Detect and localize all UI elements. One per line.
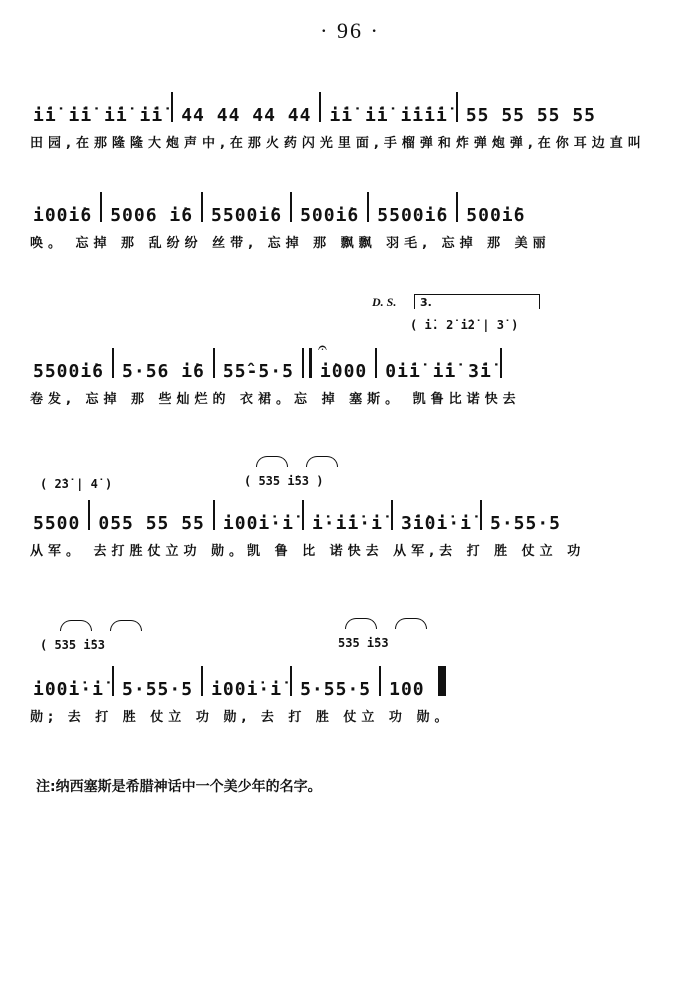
- barline: [456, 92, 458, 122]
- slur-mark: [256, 456, 288, 467]
- lyric-line: 从军。 去打胜仗立功 勋。凯 鲁 比 诺快去 从军,去 打 胜 仗立 功: [30, 544, 586, 559]
- slur-mark: [306, 456, 338, 467]
- staff-row: [30, 336, 670, 382]
- measure: 55 55 55 55: [465, 105, 597, 126]
- slur-mark: [110, 620, 142, 631]
- slur-mark: [345, 618, 377, 629]
- measure: 5006 i̇6: [110, 205, 194, 226]
- barline: [375, 348, 377, 378]
- alternate-notes: ( i̇. 2̇ i̇2̇ | 3̇ ): [410, 318, 519, 332]
- measure: i00i̇·i̇: [222, 513, 294, 534]
- barline: [112, 666, 114, 696]
- staff-row: [30, 488, 670, 534]
- ds-marking: D. S.: [372, 295, 397, 309]
- lyric-line: 勋; 去 打 胜 仗立 功 勋, 去 打 胜 仗立 功 勋。: [30, 710, 453, 725]
- barline: [500, 348, 502, 378]
- page-number: · 96 ·: [320, 18, 380, 43]
- music-system-4: [30, 488, 670, 559]
- music-system-1: [30, 80, 670, 151]
- measure: 55̂-5·5: [222, 361, 294, 382]
- alternate-notes: ( 535 i̇53: [40, 638, 106, 652]
- measure: 5·55·5: [490, 513, 562, 534]
- barline: [319, 92, 321, 122]
- barline: [100, 192, 102, 222]
- barline: [290, 666, 292, 696]
- measure: 3̇i̇0i̇·i̇: [400, 513, 472, 534]
- measure: 5500i̇6: [33, 361, 105, 382]
- final-barline: [438, 666, 446, 696]
- slur-mark: [60, 620, 92, 631]
- barline: [112, 348, 114, 378]
- barline: [367, 192, 369, 222]
- slur-mark: [395, 618, 427, 629]
- measure: 100: [389, 679, 425, 700]
- measure: 5·55·5: [300, 679, 372, 700]
- measure: 5·55·5: [122, 679, 194, 700]
- measure: 5·56 i̇6: [122, 361, 205, 382]
- measure: i̇·i̇i̇·i̇: [311, 513, 383, 534]
- measure: i00i̇·i̇: [33, 679, 105, 700]
- staff-row: [30, 654, 670, 700]
- measure: i̇i̇ i̇i̇ i̇i̇i̇i̇: [329, 105, 448, 126]
- measure: i00i̇6: [33, 205, 93, 226]
- measure: 44 44 44 44: [181, 105, 312, 126]
- barline: [391, 500, 393, 530]
- measure: 055 55 55: [98, 513, 205, 534]
- barline: [201, 666, 203, 696]
- music-system-2: [30, 180, 670, 251]
- barline: [456, 192, 458, 222]
- barline: [171, 92, 173, 122]
- staff-row: [30, 80, 670, 126]
- staff-row: [30, 180, 670, 226]
- music-system-3: [30, 336, 670, 407]
- repeat-barline: [302, 348, 312, 378]
- volta-bracket: [414, 294, 540, 309]
- measure: i̇i̇ i̇i̇ i̇i̇ i̇i̇: [33, 105, 164, 126]
- fermata-icon: 𝄐: [318, 338, 327, 357]
- barline: [213, 348, 215, 378]
- lyric-line: 唤。 忘掉 那 乱纷纷 丝带, 忘掉 那 飘飘 羽毛, 忘掉 那 美丽: [30, 236, 551, 251]
- music-system-5: [30, 654, 670, 725]
- volta-label: 3.: [420, 296, 432, 309]
- barline: [213, 500, 215, 530]
- barline: [201, 192, 203, 222]
- barline: [302, 500, 304, 530]
- alternate-notes: 535 i̇53: [338, 636, 389, 650]
- measure: i00i̇·i̇: [211, 679, 283, 700]
- footnote: 注:纳西塞斯是希腊神话中一个美少年的名字。: [36, 779, 322, 795]
- measure: 0i̇i̇ i̇i̇ 3̇i̇: [385, 361, 492, 382]
- lyric-line: 卷发, 忘掉 那 些灿烂的 衣裙。忘 掉 塞斯。 凯鲁比诺快去: [30, 392, 521, 407]
- measure: 5500: [33, 513, 81, 534]
- alternate-notes: ( 535 i̇53 ): [244, 474, 324, 488]
- barline: [480, 500, 482, 530]
- measure: i̇000: [319, 361, 368, 382]
- barline: [290, 192, 292, 222]
- barline: [379, 666, 381, 696]
- measure: 5500i̇6: [377, 205, 449, 226]
- barline: [88, 500, 90, 530]
- measure: 5500i̇6: [211, 205, 283, 226]
- measure: 500i̇6: [466, 205, 526, 226]
- measure: 500i̇6: [300, 205, 360, 226]
- alternate-notes: ( 2̇3̇ | 4̇ ): [40, 477, 113, 491]
- lyric-line: 田园,在那隆隆大炮声中,在那火药闪光里面,手榴弹和炸弹炮弹,在你耳边直叫: [30, 136, 646, 151]
